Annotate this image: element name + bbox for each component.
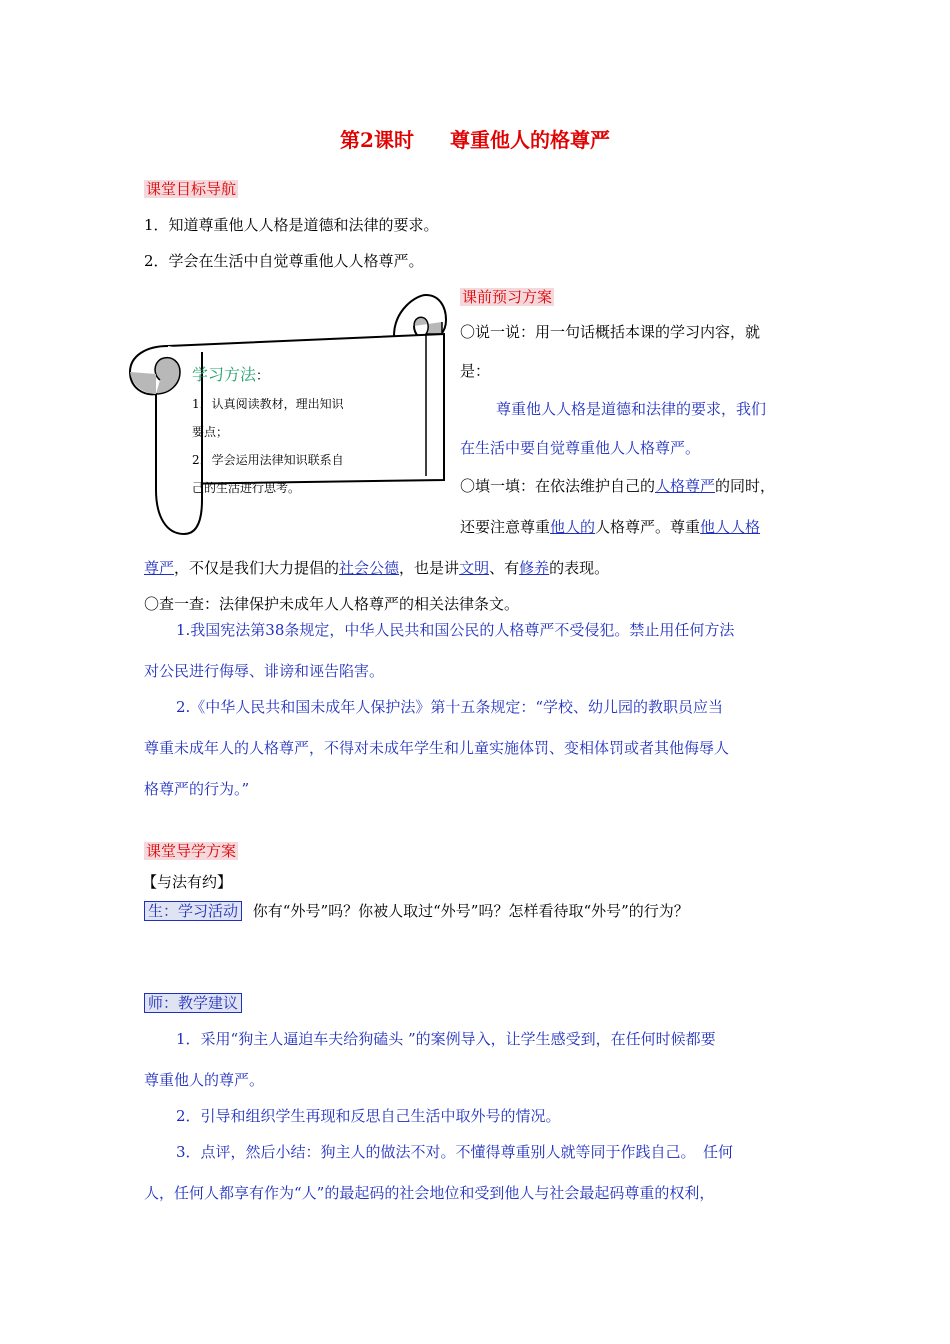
preview-heading: 课前预习方案 bbox=[462, 288, 553, 306]
advice-3-line-2: 人，任何人都享有作为“人”的最起码的社会地位和受到他人与社会最起码尊重的权利， bbox=[144, 1184, 715, 1202]
method-line-2: 要点； bbox=[192, 425, 229, 439]
goal-item-1: 1．知道尊重他人人格是道德和法律的要求。 bbox=[144, 216, 439, 234]
page-title bbox=[0, 124, 950, 153]
advice-1-line-2: 尊重他人的尊严。 bbox=[144, 1071, 265, 1089]
blank-answer: 文明 bbox=[459, 559, 490, 577]
title-lesson: 第2课时 bbox=[340, 128, 414, 152]
fill-line-3: 尊严，不仅是我们大力提倡的社会公德，也是讲文明、有修养的表现。 bbox=[144, 559, 610, 577]
advice-1-line-1: 1．采用“狗主人逼迫车夫给狗磕头 ”的案例导入，让学生感受到，在任何时候都要 bbox=[176, 1030, 716, 1048]
blank-answer: 他人人格 bbox=[700, 518, 761, 536]
blank-answer: 社会公德 bbox=[339, 559, 400, 577]
law-1-line-1: 1.我国宪法第38条规定，中华人民共和国公民的人格尊严不受侵犯。禁止用任何方法 bbox=[176, 621, 735, 639]
student-question: 你有“外号”吗？你被人取过“外号”吗？怎样看待取“外号”的行为？ bbox=[252, 902, 689, 920]
teacher-advice-tag: 师：教学建议 bbox=[144, 992, 242, 1013]
law-2-line-3: 格尊严的行为。” bbox=[144, 780, 250, 798]
advice-2: 2．引导和组织学生再现和反思自己生活中取外号的情况。 bbox=[176, 1107, 561, 1125]
say-answer-2: 在生活中要自觉尊重他人人格尊严。 bbox=[460, 439, 701, 457]
law-2-line-2: 尊重未成年人的人格尊严，不得对未成年学生和儿童实施体罚、变相体罚或者其他侮辱人 bbox=[144, 739, 730, 757]
blank-answer: 修养 bbox=[519, 559, 550, 577]
student-activity-tag: 生：学习活动 bbox=[144, 901, 242, 921]
goals-heading: 课堂目标导航 bbox=[146, 180, 237, 198]
guide-heading: 课堂导学方案 bbox=[146, 842, 237, 860]
advice-3-line-1: 3．点评，然后小结：狗主人的做法不对。不懂得尊重别人就等同于作践自己。 任何 bbox=[176, 1143, 734, 1161]
say-label-cont: 是： bbox=[460, 362, 491, 380]
blank-answer: 尊严 bbox=[144, 559, 175, 577]
law-1-line-2: 对公民进行侮辱、诽谤和诬告陷害。 bbox=[144, 662, 385, 680]
blank-answer: 人格尊严 bbox=[655, 477, 716, 495]
blank-answer: 他人的 bbox=[550, 518, 596, 536]
student-activity-row bbox=[144, 900, 689, 921]
fill-line-1: 〇填一填：在依法维护自己的人格尊严的同时， bbox=[460, 477, 776, 495]
section-bracket-label: 【与法有约】 bbox=[142, 873, 233, 891]
goal-item-2: 2．学会在生活中自觉尊重他人人格尊严。 bbox=[144, 252, 424, 270]
method-line-4: 己的生活进行思考。 bbox=[192, 481, 301, 495]
method-line-1: 1．认真阅读教材，理出知识 bbox=[192, 397, 344, 411]
fill-line-2: 还要注意尊重他人的人格尊严。尊重他人人格 bbox=[460, 518, 761, 536]
law-2-line-1: 2.《中华人民共和国未成年人保护法》第十五条规定：“学校、幼儿园的教职员应当 bbox=[176, 698, 723, 716]
say-label: 〇说一说：用一句话概括本课的学习内容，就 bbox=[460, 323, 761, 341]
method-title: 学习方法： bbox=[192, 365, 270, 384]
say-answer-1: 尊重他人人格是道德和法律的要求，我们 bbox=[496, 400, 767, 418]
title-topic: 尊重他人的格尊严 bbox=[449, 128, 610, 152]
method-line-3: 2．学会运用法律知识联系自 bbox=[192, 453, 344, 467]
check-label: 〇查一查：法律保护未成年人人格尊严的相关法律条文。 bbox=[144, 595, 520, 613]
